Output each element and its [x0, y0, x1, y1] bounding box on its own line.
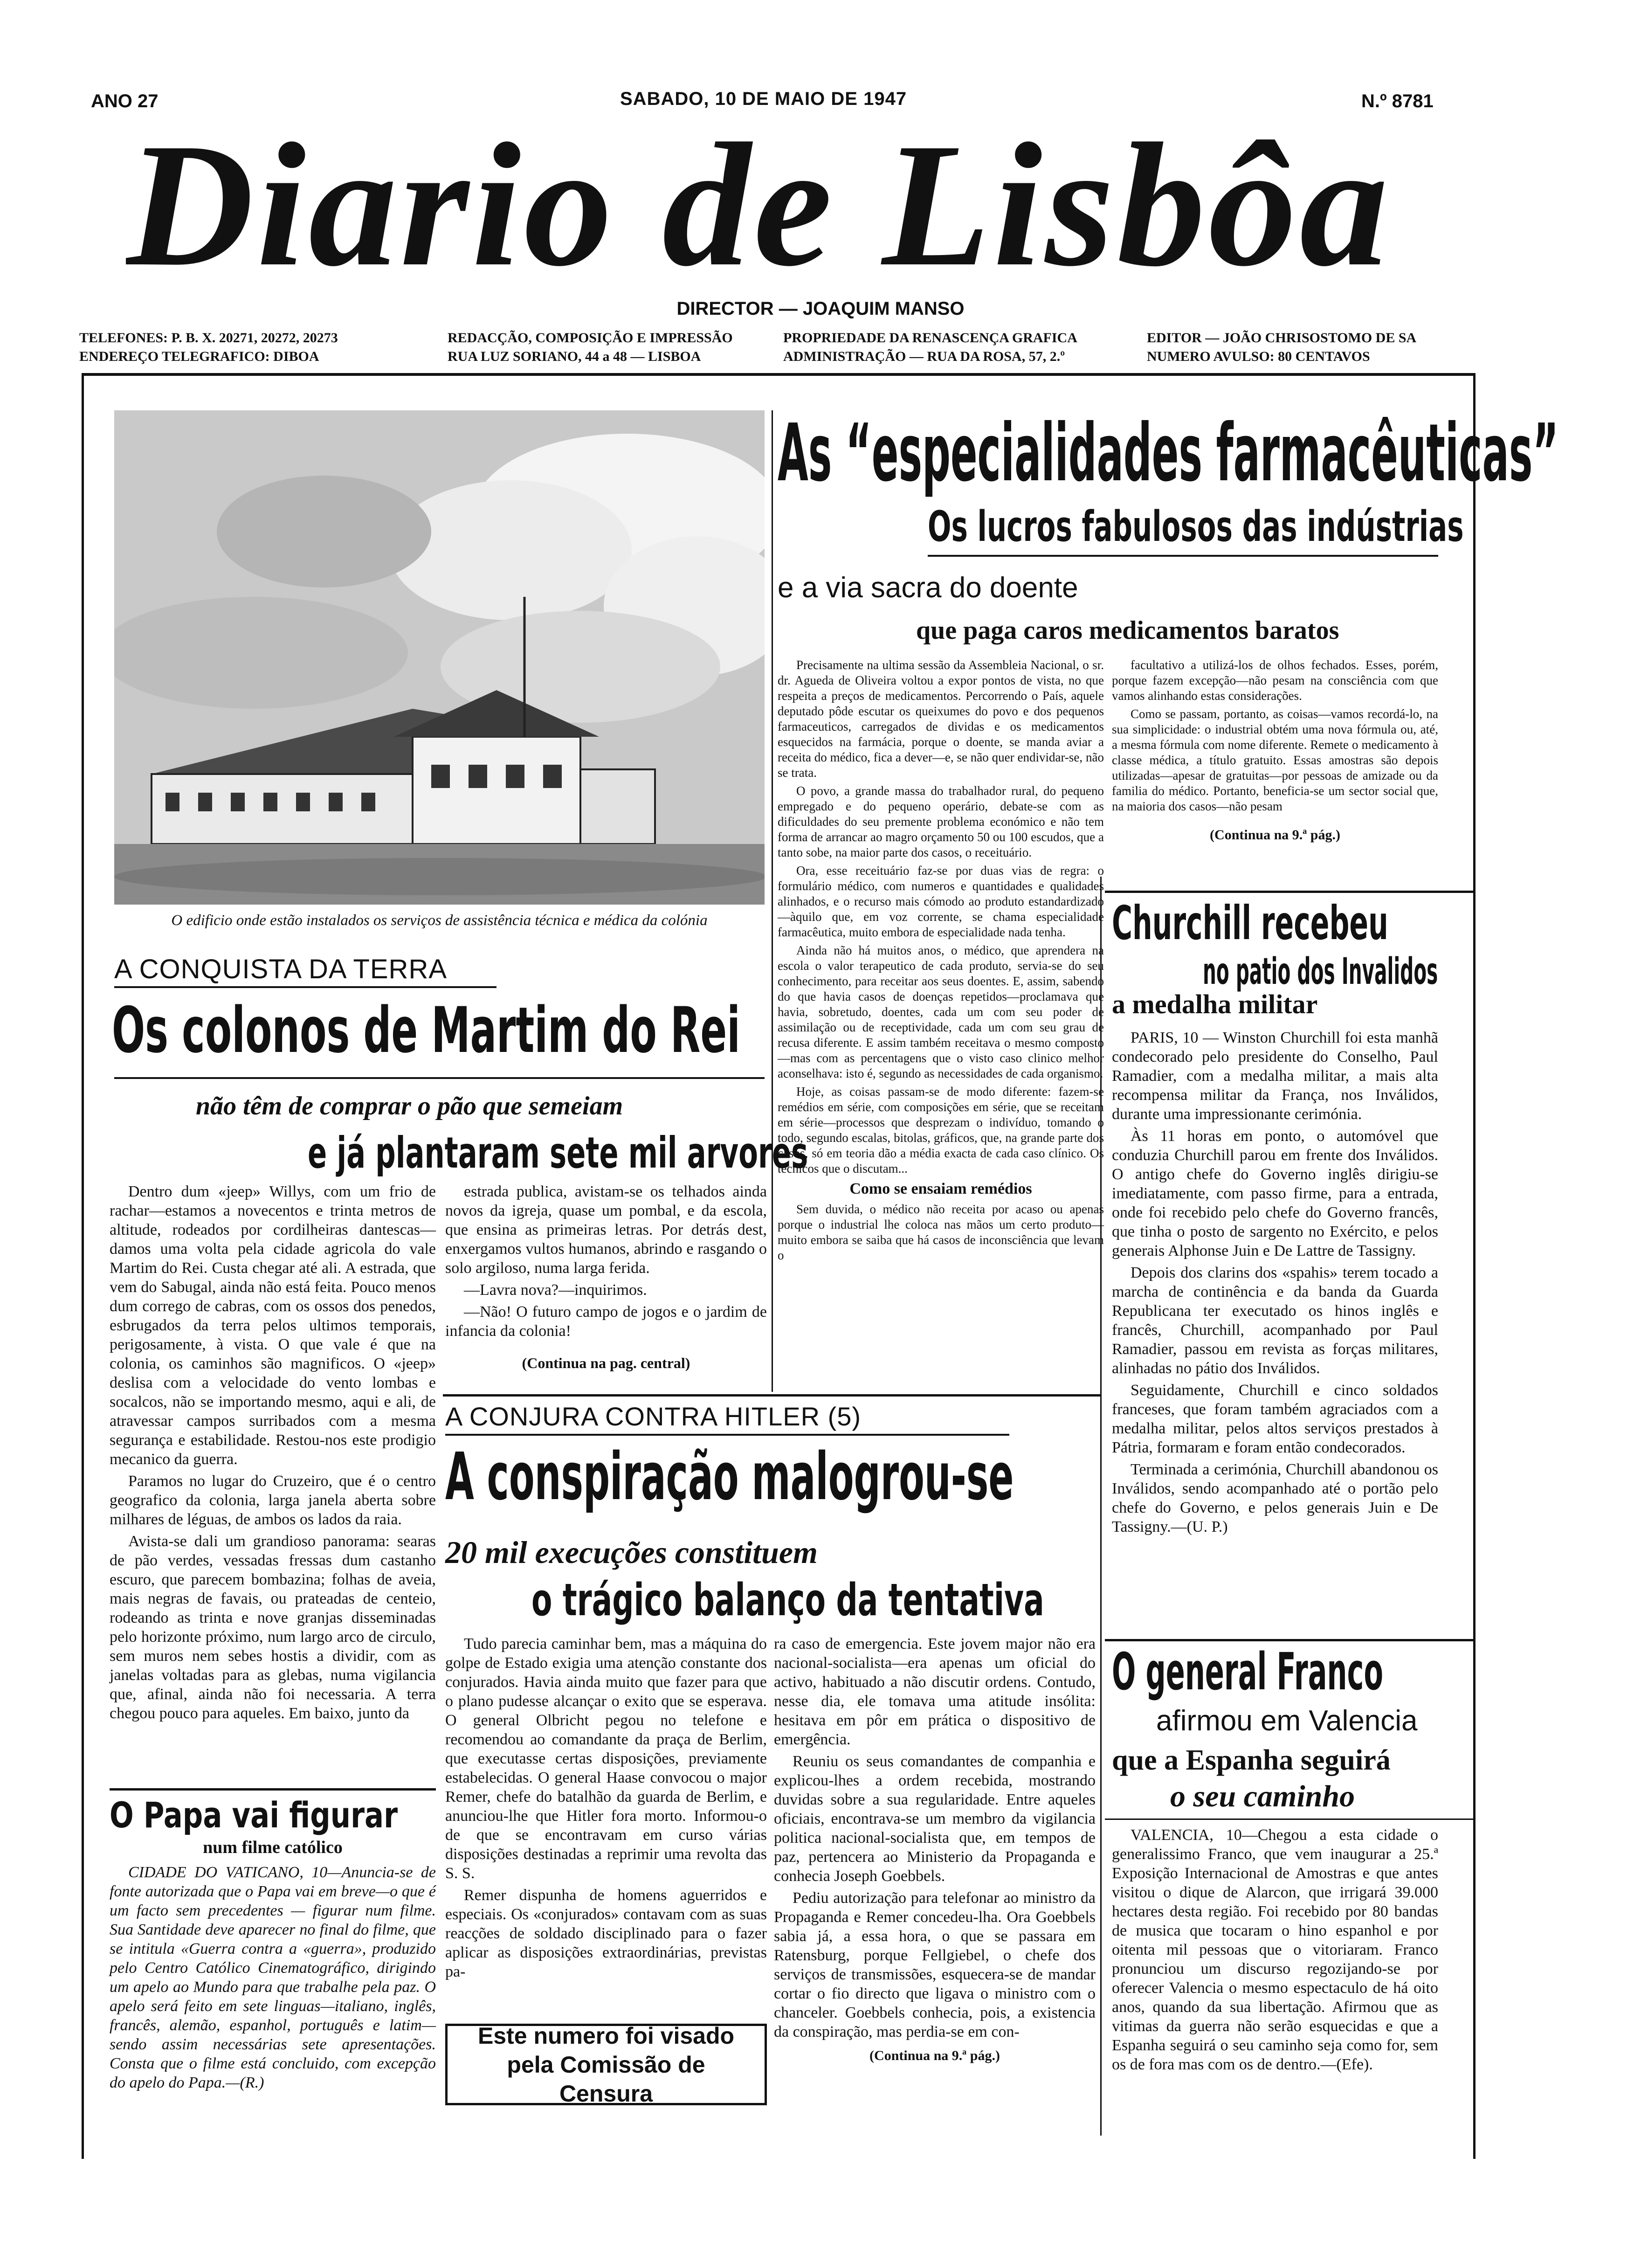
- colonos-kicker: A CONQUISTA DA TERRA: [114, 954, 448, 984]
- franco-headline-3: que a Espanha seguirá: [1112, 1744, 1391, 1776]
- churchill-paragraph: PARIS, 10 — Winston Churchill foi esta manhã condecorado pelo presidente do Conselho, Paul Ramadier, com a medalha militar, a mais alta recompensa militar da França, nos Inválidos, durante uma impressionante cerimónia.: [1112, 1029, 1438, 1123]
- hitler-paragraph: Tudo parecia caminhar bem, mas a máquina do golpe de Estado exigia uma atenção constante dos conjurados. Havia ainda muito que fazer para que o plano pudesse alcançar o exito que se esperava. O general Olbricht pegou no telefone e recomendou ao comandante da praça de Berlim, que executasse certas disposições, previamente estabelecidas. O general Haase convocou o major Remer, chefe do batalhão da guarda de Berlim, e anunciou-lhe que Hitler fora morto. Informou-o de que se encontravam em curso várias disposições destinadas a reprimir uma revolta das S. S.: [445, 1635, 767, 1882]
- hitler-continua: (Continua na 9.ª pág.): [869, 2048, 1000, 2063]
- issue-year: ANO 27: [91, 91, 159, 111]
- propriedade-line: PROPRIEDADE DA RENASCENÇA GRAFICA: [783, 330, 1077, 346]
- hitler-column-2: [774, 1634, 1096, 2064]
- farma-continua: (Continua na 9.ª pág.): [1210, 827, 1340, 843]
- redaccao-line: REDACÇÃO, COMPOSIÇÃO E IMPRESSÃO: [448, 330, 733, 346]
- contacts-block: [79, 329, 338, 366]
- farma-paragraph: Ora, esse receituário faz-se por duas vias de regra: o formulário médico, com numeros e quantidades e qualidades alinhados, e o recurso mais cómodo ao produto estandardizado—àquilo que, em voz corrente, se chama especialidade farmacêutica, muito embora de especialidade nada tenha.: [778, 864, 1104, 939]
- farma-subhead-2: e a via sacra do doente: [778, 572, 1078, 604]
- colonos-subhead-1: não têm de comprar o pão que semeiam: [196, 1092, 623, 1120]
- hitler-column-1: [445, 1634, 767, 1984]
- papa-top-rule: [110, 1788, 436, 1791]
- hitler-paragraph: Pediu autorização para telefonar ao ministro da Propaganda e Remer concedeu-lha. Ora Goebbels sabia já, a essa hora, o que se passara em Ratensburg, porque Fellgiebel, o chefe dos serviços de transmissões, esquecera-se de mandar cortar o fio directo que ligava o ministro com o chanceler. Goebbels conhecia, pois, a existencia da conspiração, mas perdia-se em con-: [774, 1889, 1096, 2040]
- churchill-paragraph: Terminada a cerimónia, Churchill abandonou os Inválidos, sendo acompanhado até o portão pelo chefe do Governo, e pelos generais Juin e De Tassigny.—(U. P.): [1112, 1461, 1438, 1535]
- hitler-top-rule: [443, 1394, 1100, 1397]
- farma-subhead-3: que paga caros medicamentos baratos: [916, 616, 1339, 645]
- churchill-top-rule: [1105, 891, 1473, 893]
- farma-paragraph: Ainda não há muitos anos, o médico, que aprendera na escola o valor terapeutico de cada produto, servia-se do seu conhecimento, para receitar aos seus doentes. E, assim, sabendo do que havia casos de doenças repetidos—proclamava que havia, sobretudo, doentes, cada um com seu poder de assimilação ou de receptividade, cada um com seu grau de recusa diferente. E assim também receitava o mesmo composto—mas com as percentagens que o visto caso clinico melhor aconselhava: isto é, segundo as necessidades de cada organismo.: [778, 943, 1104, 1080]
- column-rule-center: [772, 410, 773, 1392]
- colonos-paragraph: Avista-se dali um grandioso panorama: searas de pão verdes, vessadas fressas dum castanho escuro, que parecem bombazina; folhas de aveia, mais negras de favais, ou prateadas de centeio, rodeando as trinta e nove granjas disseminadas pelo horizonte próximo, num largo arco de circulo, sem muros nem sebes hostis a dividir, com as janelas voltadas para as glebas, numa vigilancia que, afinal, ainda não foi necessaria. A terra chegou pouco para aqueles. Em baixo, junto da: [110, 1533, 436, 1722]
- churchill-headline-2: no patio dos Invalidos: [1203, 951, 1438, 993]
- colony-building-photo: [114, 410, 765, 905]
- colonos-paragraph: —Não! O futuro campo de jogos e o jardim de infancia da colonia!: [445, 1303, 767, 1340]
- redaccao-address: RUA LUZ SORIANO, 44 a 48 — LISBOA: [448, 349, 701, 364]
- colonos-paragraph: —Lavra nova?—inquirimos.: [464, 1281, 647, 1299]
- telephones: TELEFONES: P. B. X. 20271, 20272, 20273: [79, 330, 338, 346]
- colonos-paragraph: Dentro dum «jeep» Willys, com um frio de rachar—estamos a novecentos e trinta metros de altitude, rodeados por cordilheiras dantescas—damos uma volta pela cidade agricola do vale Martim do Rei. Custa chegar até ali. A estrada, que vem do Sabugal, ainda não está feita. Pouco menos dum corrego de cabras, com os ossos dos penedos, esbrugados da terra pelos ultimos temporais, perigosamente, à vista. O que vale é que na colonia, os caminhos são magnificos. O «jeep» deslisa com a velocidade do vento lombas e socalcos, não se importando mesmo, aqui e ali, de atravessar campos surribados com a mesma segurança e estabilidade. Restou-nos este prodigio mecanico da guerra.: [110, 1183, 436, 1468]
- farma-subhead-underline: [928, 555, 1438, 557]
- headline-underline: [114, 1077, 765, 1079]
- frame-left-rule: [82, 373, 84, 2159]
- editor-line: EDITOR — JOÃO CHRISOSTOMO DE SA: [1147, 330, 1417, 346]
- colonos-column-1: [110, 1182, 436, 1726]
- hitler-paragraph: ra caso de emergencia. Este jovem major não era nacional-socialista—era apenas um oficial do activo, habituado a não discutir ordens. Contudo, nesse dia, ele tomava uma atitude insólita: hesitava em pôr em prática o dispositivo de emergência.: [774, 1635, 1096, 1748]
- farma-headline: As “especialidades farmacêuticas”: [778, 407, 1559, 499]
- colonos-continua: (Continua na pag. central): [522, 1355, 690, 1371]
- churchill-headline-3: a medalha militar: [1112, 989, 1318, 1019]
- administracao-line: ADMINISTRAÇÃO — RUA DA ROSA, 57, 2.º: [783, 349, 1065, 364]
- farma-paragraph: Hoje, as coisas passam-se de modo diferente: fazem-se remédios em série, com composições em série, que se receitam em série—processos que desprezam o indivíduo, tomando o todo, segundo escalas, bitolas, gráficos, que, na grande parte dos casos, só em teoria dão a média exacta de cada caso clínico. Os técnicos que o discutam...: [778, 1085, 1104, 1175]
- propriedade-block: [783, 329, 1077, 366]
- franco-headline-2: afirmou em Valencia: [1156, 1705, 1418, 1737]
- franco-headline-4: o seu caminho: [1170, 1779, 1355, 1813]
- issue-number: N.º 8781: [1361, 91, 1434, 111]
- hitler-subhead-2: o trágico balanço da tentativa: [531, 1575, 1044, 1626]
- hitler-paragraph: Remer dispunha de homens aguerridos e especiais. Os «conjurados» contavam com as suas reacções de soldado disciplinado para o fazer aplicar as disposições extraordinárias, previstas pa-: [445, 1887, 767, 1980]
- telegraph-address: ENDEREÇO TELEGRAFICO: DIBOA: [79, 349, 319, 364]
- papa-headline: O Papa vai figurar: [110, 1794, 398, 1836]
- price-line: NUMERO AVULSO: 80 CENTAVOS: [1147, 349, 1370, 364]
- churchill-paragraph: Seguidamente, Churchill e cinco soldados franceses, que foram também agraciados com a medalha militar, pelos altos serviços prestados à Pátria, formaram e foram então condecorados.: [1112, 1382, 1438, 1456]
- photo-illustration-icon: [114, 410, 765, 905]
- farma-subhead-1: Os lucros fabulosos das indústrias: [928, 502, 1464, 551]
- hitler-headline: A conspiração malogrou-se: [445, 1439, 1014, 1515]
- papa-body: CIDADE DO VATICANO, 10—Anuncia-se de fonte autorizada que o Papa vai em breve—o que é um facto sem precedentes — figurar num filme. Sua Santidade deve aparecer no final do filme, que se intitula «Guerra contra a «guerra», produzido pelo Centro Católico Cinematográfico, dirigindo um apelo ao Mundo para que trabalhe pela paz. O apelo será feito em sete linguas—italiano, inglês, francês, alemão, espanhol, português e latim—sendo assim necessárias sete apresentações. Consta que o filme está concluido, com excepção do apelo do Papa.—(R.): [110, 1864, 436, 2091]
- colonos-column-2: [445, 1182, 767, 1372]
- farma-paragraph: Precisamente na ultima sessão da Assembleia Nacional, o sr. dr. Agueda de Oliveira voltou a expor pontos de vista, no que respeita a preços de medicamentos. Percorrendo o País, aquele deputado pôde escutar os queixumes do povo e dos pequenos farmaceuticos, carregados de dividas e os medicamentos esquecidos na farmácia, porque o doente, se manda aviar a receita do médico, fica a dever—e, se não quer endividar-se, não se trata.: [778, 658, 1104, 780]
- colonos-paragraph: Paramos no lugar do Cruzeiro, que é o centro geografico da colonia, larga janela aberta sobre milhares de léguas, de ambos os lados da raia.: [110, 1473, 436, 1528]
- franco-body-block: [1112, 1825, 1438, 2077]
- newspaper-nameplate: [126, 107, 1524, 303]
- franco-top-rule: [1105, 1639, 1473, 1641]
- farma-column-1: [778, 657, 1104, 1266]
- papa-subhead: num filme católico: [203, 1838, 343, 1857]
- farma-paragraph: facultativo a utilizá-los de olhos fechados. Esses, porém, porque fazem excepção—não pesam na consciência com que vamos alinhando estas considerações.: [1112, 658, 1438, 703]
- farma-inner-subhead: Como se ensaiam remédios: [849, 1180, 1032, 1197]
- frame-right-rule: [1473, 373, 1476, 2159]
- churchill-paragraph: Às 11 horas em ponto, o automóvel que conduzia Churchill parou em frente dos Inválidos. O antigo chefe do Governo inglês dirigiu-se imediatamente, com passo firme, para a entrada, onde foi recebido pelo chefe do Governo francês, que tinha o posto de sargento no Exército, e pelos generais Alphonse Juin e De Lattre de Tassigny.: [1112, 1127, 1438, 1259]
- franco-headline-1: O general Franco: [1112, 1642, 1384, 1701]
- colonos-subhead-2: e já plantaram sete mil arvores: [308, 1128, 808, 1178]
- churchill-paragraph: Depois dos clarins dos «spahis» terem tocado a marcha de continência e da banda da Guarda Republicana ter executado os hinos inglês e francês, Churchill, acompanhado por Paul Ramadier, passou em revista as forças militares, alinhadas no pátio dos Inválidos.: [1112, 1264, 1438, 1377]
- franco-body: VALENCIA, 10—Chegou a esta cidade o generalissimo Franco, que vem inaugurar a 25.ª Exposição Internacional de Amostras e que antes visitou o dique de Alarcon, que irrigará 39.000 hectares desta região. Foi recebido por 80 bandas de musica que tocaram o hino espanhol e por oitenta mil pessoas que o vitoriaram. Franco pronunciou um discurso regozijando-se por oferecer Valencia o mesmo espectaculo de há oito anos, quando da sua libertação. Afirmou que as vitimas da guerra não serão esquecidas e que a Espanha seguirá o seu caminho seja como for, sem os de fora mas com os de dentro.—(Efe).: [1112, 1826, 1438, 2073]
- churchill-body: [1112, 1028, 1438, 1539]
- redaccao-block: [448, 329, 733, 366]
- farma-column-2: [1112, 657, 1438, 843]
- farma-paragraph: Como se passam, portanto, as coisas—vamos recordá-lo, na sua simplicidade: o industrial obtém uma nova fórmula ou, até, a mesma fórmula com nome diferente. Remete o medicamento à classe médica, a título gratuito. Essas amostras são depois utilizadas—apesar de gratuitas—por pessoas de amizade ou da familia do médico. Portanto, beneficia-se um sector social que, na maioria dos casos—não pesam: [1112, 707, 1438, 813]
- colonos-headline: Os colonos de Martim do Rei: [112, 994, 740, 1067]
- nameplate-title: Diario de Lisbôa: [126, 107, 1391, 303]
- photo-caption: O edificio onde estão instalados os serviços de assistência técnica e médica da colónia: [171, 912, 708, 929]
- editor-block: [1147, 329, 1416, 366]
- farma-paragraph: O povo, a grande massa do trabalhador rural, do pequeno empregado e do pequeno operário, debate-se com as dificuldades do seu premente problema económico e não tem forma de arrancar ao magro orçamento 50 ou 100 escudos, que a tanto sobe, na maior parte dos casos, o receituário.: [778, 784, 1104, 859]
- hitler-subhead-1: 20 mil execuções constituem: [445, 1535, 818, 1570]
- hitler-kicker-underline: [445, 1434, 1009, 1436]
- colonos-paragraph: estrada publica, avistam-se os telhados ainda novos da igreja, quase um pombal, e da escola, que ensina as primeiras letras. Por detrás dest, enxergamos vultos humanos, abrindo e rasgando o solo argiloso, numa larga ferida.: [445, 1183, 767, 1277]
- issue-date: SABADO, 10 DE MAIO DE 1947: [620, 89, 907, 109]
- franco-headline-rule: [1105, 1819, 1473, 1820]
- kicker-underline: [114, 986, 496, 988]
- director-line: DIRECTOR — JOAQUIM MANSO: [676, 298, 965, 319]
- churchill-headline-1: Churchill recebeu: [1112, 896, 1388, 950]
- hitler-kicker: A CONJURA CONTRA HITLER (5): [445, 1402, 862, 1431]
- censura-notice: Este numero foi visado pela Comissão de Censura: [477, 2022, 735, 2107]
- hitler-paragraph: Reuniu os seus comandantes de companhia e explicou-lhes a ordem recebida, mostrando duvidas sobre a sua regularidade. Entre aqueles oficiais, encontrava-se um membro da vigilancia politica nacional-socialista que, em tempos de paz, pertencera ao Ministerio da Propaganda e conhecia Joseph Goebbels.: [774, 1753, 1096, 1885]
- frame-top-rule: [82, 373, 1476, 376]
- papa-body-block: [110, 1863, 436, 2095]
- censura-notice-box: [445, 2024, 767, 2105]
- farma-paragraph: Sem duvida, o médico não receita por acaso ou apenas porque o industrial lhe coloca nas mãos um certo produto—muito embora se saiba que há casos de inconsciência que levam o: [778, 1202, 1104, 1262]
